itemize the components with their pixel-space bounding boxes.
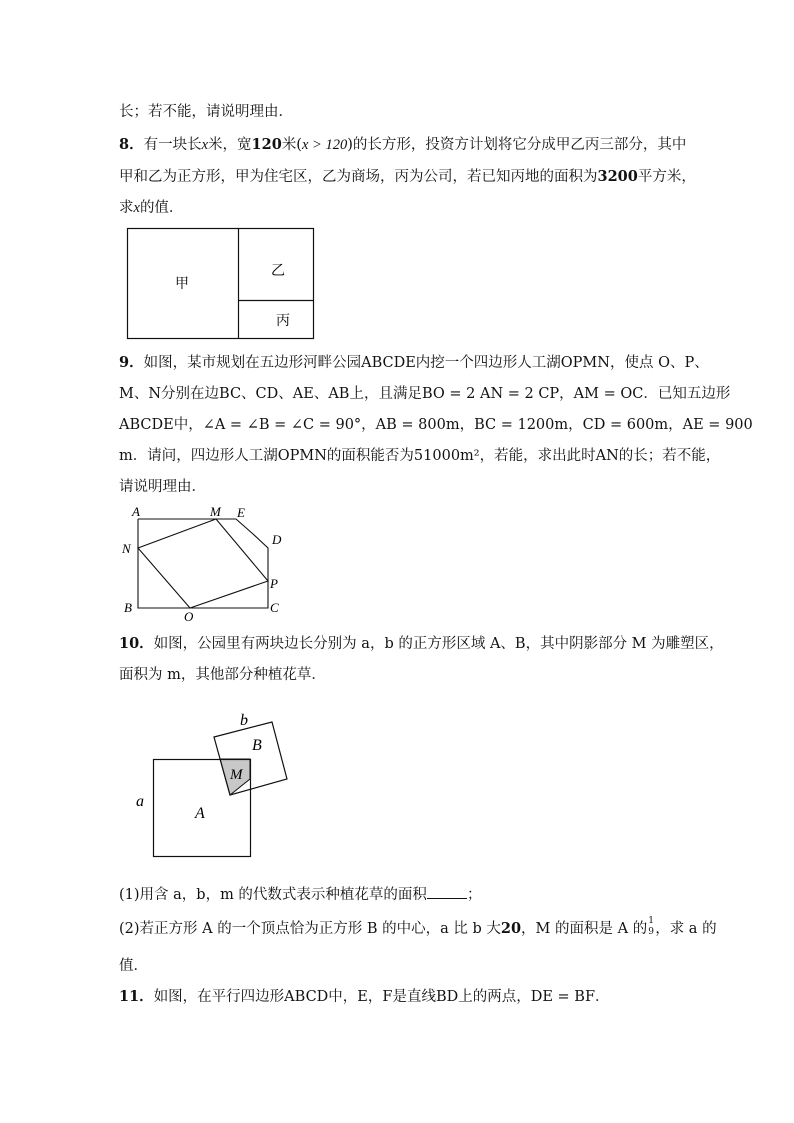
question-9-line-2: M、N分别在边BC、CD、AE、AB上，且满足BO = 2 AN = 2 CP，AM = OC．已知五边形 (119, 386, 731, 402)
label-M: M (230, 767, 243, 783)
label-b: b (240, 712, 248, 729)
pentagon-ABCDE (138, 519, 268, 608)
fraction-one-ninth: 1 9 (648, 916, 654, 937)
question-10-part-2-cont: 值． (119, 958, 148, 974)
question-9-line-3: ABCDE中，∠A = ∠B = ∠C = 90°，AB = 800m，BC = 1200m，CD = 600m，AE = 900 (119, 417, 753, 433)
question-10-part-2: (2)若正方形 A 的一个顶点恰为正方形 B 的中心，a 比 b 大20，M 的面积是 A 的 1 9 ，求 a 的 (119, 916, 717, 937)
label-B: B (252, 737, 262, 754)
label-a: a (136, 793, 144, 810)
question-9-line-1: 9．如图，某市规划在五边形河畔公园ABCDE内挖一个四边形人工湖OPMN，使点 O、P、 (119, 354, 709, 371)
label-M: M (210, 504, 221, 519)
quadrilateral-OPMN (138, 519, 268, 608)
question-9-line-5: 请说明理由． (119, 479, 206, 495)
label-P: P (270, 576, 278, 591)
label-N: N (122, 541, 131, 556)
question-9-line-4: m．请问，四边形人工湖OPMN的面积能否为51000m²，若能，求出此时AN的长；若不能， (119, 448, 721, 464)
label-C: C (270, 600, 279, 615)
question-10-line-1: 10．如图，公园里有两块边长分别为 a，b 的正方形区域 A、B，其中阴影部分 M 为雕塑区， (119, 635, 724, 652)
answer-blank (427, 884, 467, 899)
label-A: A (195, 805, 205, 822)
label-A: A (132, 504, 140, 519)
label-jia: 甲 (175, 277, 189, 292)
label-E: E (237, 505, 245, 520)
question-10-line-2: 面积为 m，其他部分种植花草． (119, 667, 326, 683)
question-11-line-1: 11．如图，在平行四边形ABCD中，E，F是直线BD上的两点，DE = BF． (119, 988, 610, 1005)
label-B: B (124, 600, 132, 615)
figure-q10-squares (130, 705, 300, 863)
label-O: O (184, 609, 194, 624)
text-line: 长；若不能，请说明理由． (119, 104, 293, 120)
label-D: D (272, 532, 282, 547)
question-8-line-3: 求x的值． (119, 200, 184, 216)
label-yi: 乙 (271, 264, 285, 279)
figure-q8-rectangle (120, 222, 320, 344)
label-bing: 丙 (276, 314, 290, 329)
question-8-line-2: 甲和乙为正方形，甲为住宅区，乙为商场，丙为公司，若已知丙地的面积为3200平方米， (119, 168, 696, 185)
figure-q9-pentagon (118, 500, 298, 628)
question-10-part-1: (1)用含 a，b，m 的代数式表示种植花草的面积 ； (119, 884, 481, 905)
question-8-line-1: 8．有一块长x米，宽120米(x > 120)的长方形，投资方计划将它分成甲乙丙三部分，其中 (119, 136, 687, 153)
